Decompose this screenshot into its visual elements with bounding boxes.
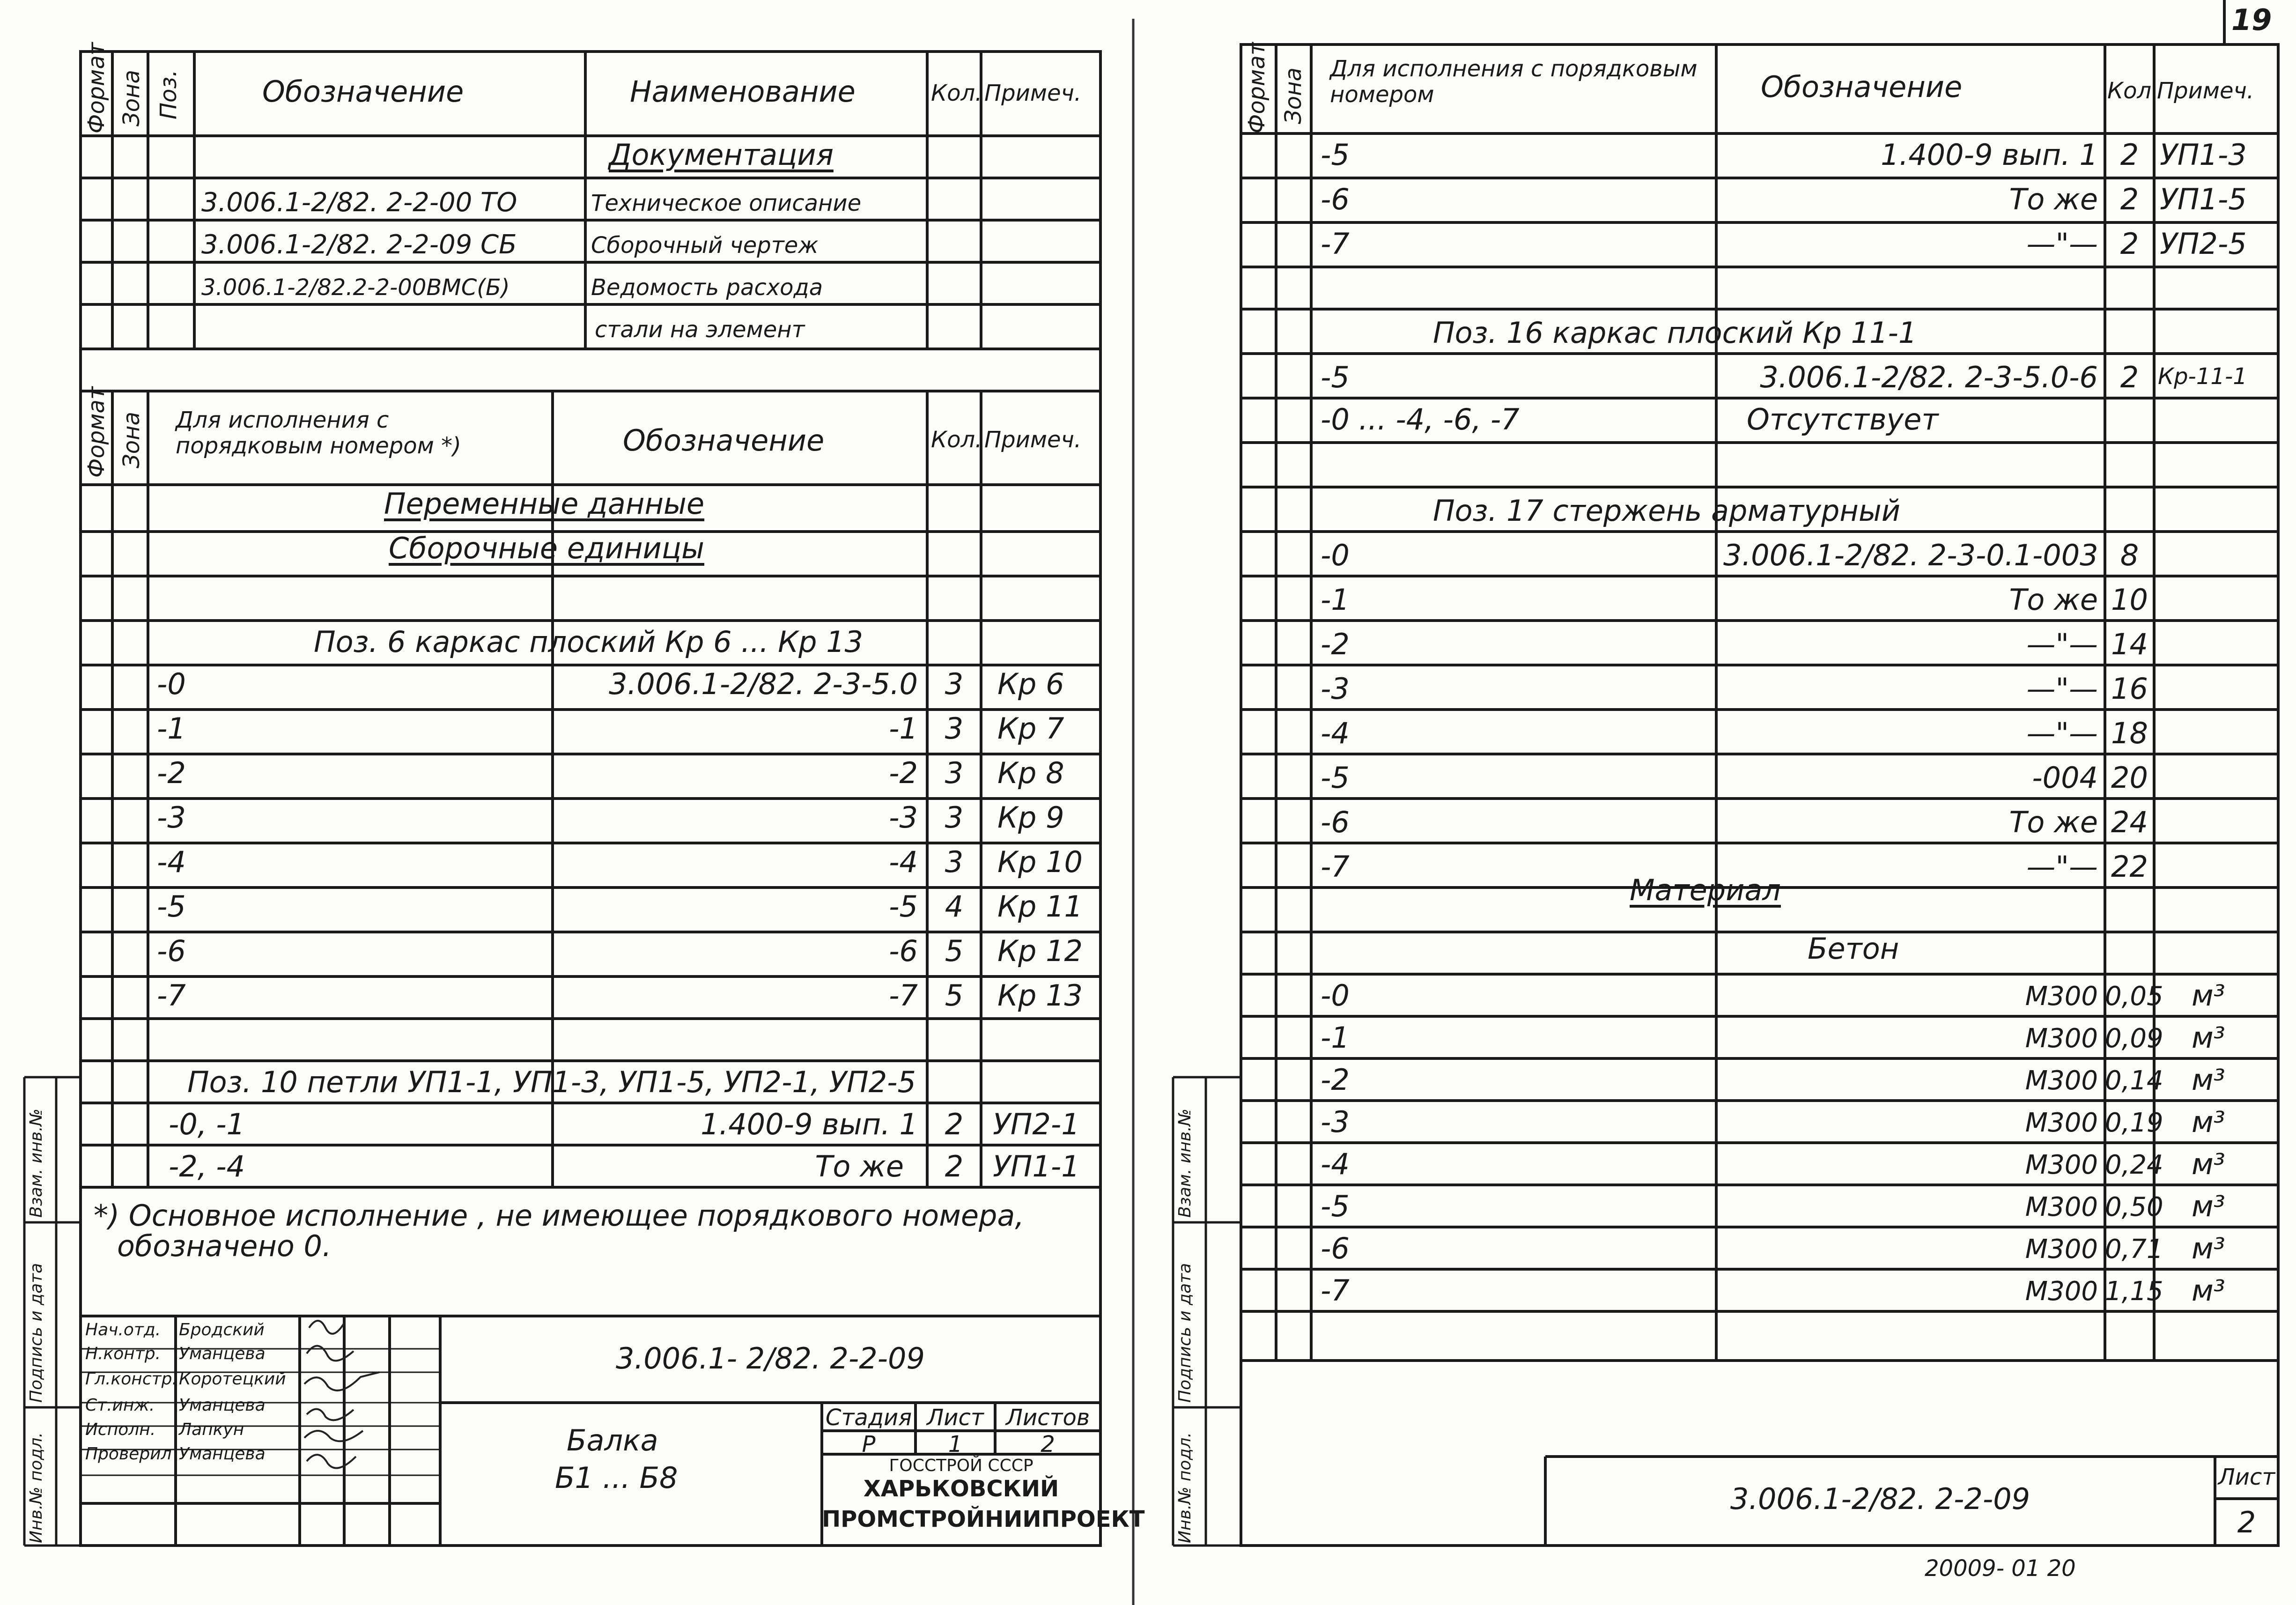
row-designation: -5 <box>889 889 918 924</box>
row-num: -7 <box>1321 1273 1350 1308</box>
concrete-title: Бетон <box>1808 932 1899 966</box>
header-designation: Обозначение <box>623 423 825 458</box>
row-note: Кр 8 <box>997 756 1064 790</box>
staff-role: Нач.отд. <box>85 1320 161 1339</box>
row-num: -4 <box>157 845 186 879</box>
row-note: Кр 6 <box>997 667 1064 701</box>
row-qty: 8 <box>2120 538 2139 572</box>
row-designation: -2 <box>889 756 918 790</box>
row-note: м³ <box>2192 1147 2225 1181</box>
footnote: обозначено 0. <box>117 1229 332 1263</box>
header-format: Формат <box>83 42 110 133</box>
row-qty: 3 <box>945 800 964 835</box>
stage-label: Стадия <box>825 1405 912 1431</box>
sheets-label: Листов <box>1005 1405 1090 1431</box>
staff-role: Исполн. <box>85 1420 156 1439</box>
row-num: -0, -1 <box>169 1107 245 1141</box>
row-note: Кр 7 <box>997 711 1064 746</box>
row-qty: 5 <box>945 978 964 1013</box>
row-qty: 4 <box>945 889 964 924</box>
pos6-title: Поз. 6 каркас плоский Кр 6 ... Кр 13 <box>314 625 864 659</box>
row-num: -1 <box>1321 583 1350 617</box>
row-num: -5 <box>157 889 186 924</box>
row-note: Кр 10 <box>997 845 1083 879</box>
staff-name: Бродский <box>179 1320 265 1339</box>
staff-role: Гл.констр. <box>85 1369 177 1389</box>
row-note: УП2-5 <box>2160 227 2247 261</box>
row-num: -5 <box>1321 138 1350 172</box>
doc-designation: 3.006.1-2/82. 2-2-09 СБ <box>201 229 517 260</box>
drawing-title: Балка <box>567 1423 658 1457</box>
row-qty: 24 <box>2111 805 2148 839</box>
row-num: -6 <box>1321 805 1350 839</box>
row-qty: 0,09 <box>2105 1023 2163 1054</box>
doc-name: Техническое описание <box>591 190 862 216</box>
row-qty: 0,14 <box>2105 1065 2163 1096</box>
row-qty: 20 <box>2111 761 2148 795</box>
row-num: -5 <box>1321 1189 1350 1223</box>
row-qty: 18 <box>2111 716 2148 750</box>
row-designation: 3.006.1-2/82. 2-3-0.1-003 <box>1723 538 2098 572</box>
stage-value: Р <box>862 1431 876 1457</box>
row-qty: 3 <box>945 845 964 879</box>
row-num: -0 <box>1321 538 1350 572</box>
row-num: -5 <box>1321 761 1350 795</box>
row-designation: М300 <box>2025 1065 2098 1096</box>
side-label: Взам. инв.№ <box>27 1109 46 1218</box>
row-qty: 3 <box>945 667 964 701</box>
row-designation: 1.400-9 вып. 1 <box>1881 138 2098 172</box>
row-num: -7 <box>1321 227 1350 261</box>
row-note: м³ <box>2192 1063 2225 1097</box>
row-designation: —"— <box>2026 850 2098 884</box>
row-qty: 2 <box>2120 227 2139 261</box>
staff-role: Проверил <box>85 1444 172 1464</box>
row-qty: 2 <box>2120 182 2139 216</box>
row-num: -5 <box>1321 360 1350 394</box>
header-format: Формат <box>1244 42 1270 133</box>
row-note: м³ <box>2192 1021 2225 1055</box>
row-designation: То же <box>2009 182 2098 216</box>
sheet-value: 1 <box>948 1431 963 1457</box>
row-num: -4 <box>1321 1147 1350 1181</box>
row-num: -2, -4 <box>169 1149 245 1183</box>
variable-data-title: Переменные данные <box>384 487 705 521</box>
row-designation: -004 <box>2032 761 2098 795</box>
row-designation: М300 <box>2025 1276 2098 1307</box>
row-qty: 2 <box>2120 360 2139 394</box>
row-num: -2 <box>1321 627 1350 661</box>
row-qty: 2 <box>945 1107 964 1141</box>
page-number: 19 <box>2231 3 2272 37</box>
row-note: Кр 12 <box>997 934 1083 968</box>
header-exec: Для исполнения с порядковым номером *) <box>176 407 461 459</box>
row-designation: 3.006.1-2/82. 2-3-5.0 <box>609 667 918 701</box>
row-designation: 1.400-9 вып. 1 <box>701 1107 918 1141</box>
doc-designation: 3.006.1-2/82. 2-2-00 ТО <box>201 187 517 218</box>
doc-section-title: Документация <box>609 138 834 172</box>
pos17-title: Поз. 17 стержень арматурный <box>1433 494 1901 528</box>
sheets-value: 2 <box>1041 1431 1055 1457</box>
row-designation: М300 <box>2025 1150 2098 1180</box>
row-designation: -4 <box>889 845 918 879</box>
header-zone: Зона <box>1280 67 1307 124</box>
staff-name: Уманцева <box>179 1396 266 1415</box>
staff-name: Уманцева <box>179 1444 266 1464</box>
row-designation: —"— <box>2026 716 2098 750</box>
sheet-value: 2 <box>2237 1505 2256 1539</box>
row-note: м³ <box>2192 1189 2225 1223</box>
header-designation: Обозначение <box>262 74 464 109</box>
row-note: УП2-1 <box>993 1107 1080 1141</box>
header-qty: Кол. <box>2107 78 2159 104</box>
row-note: УП1-1 <box>993 1149 1080 1183</box>
header-designation: Обозначение <box>1761 70 1963 104</box>
row-num: -6 <box>1321 1231 1350 1265</box>
row-note: Кр 13 <box>997 978 1083 1013</box>
side-label: Подпись и дата <box>27 1263 46 1403</box>
row-designation: —"— <box>2026 627 2098 661</box>
header-qty: Кол. <box>931 427 982 453</box>
doc-name: Сборочный чертеж <box>591 232 819 259</box>
header-note: Примеч. <box>2157 78 2254 104</box>
row-designation: —"— <box>2026 672 2098 706</box>
row-designation: То же <box>815 1149 904 1183</box>
row-designation: -6 <box>889 934 918 968</box>
footnote: *) Основное исполнение , не имеющее порядкового номера, <box>94 1198 1025 1233</box>
row-num: -7 <box>1321 850 1350 884</box>
doc-designation: 3.006.1-2/82.2-2-00ВМС(Б) <box>201 274 510 301</box>
row-qty: 14 <box>2111 627 2148 661</box>
row-qty: 0,05 <box>2105 981 2163 1012</box>
side-label: Инв.№ подл. <box>27 1432 46 1543</box>
row-designation: Отсутствует <box>1747 402 1939 436</box>
drawing-code: 3.006.1- 2/82. 2-2-09 <box>616 1341 925 1376</box>
row-num: -2 <box>1321 1063 1350 1097</box>
row-designation: М300 <box>2025 1108 2098 1138</box>
staff-role: Ст.инж. <box>85 1396 155 1415</box>
row-num: -7 <box>157 978 186 1013</box>
header-qty: Кол. <box>931 80 982 106</box>
header-format: Формат <box>83 386 110 478</box>
row-num: -0 <box>1321 978 1350 1013</box>
header-zone: Зона <box>118 70 145 126</box>
row-num: -3 <box>1321 1105 1350 1139</box>
row-qty: 3 <box>945 711 964 746</box>
row-num: -3 <box>1321 672 1350 706</box>
row-num: -3 <box>157 800 186 835</box>
header-pos: Поз. <box>155 69 182 119</box>
row-num: -0 <box>157 667 186 701</box>
row-num: -2 <box>157 756 186 790</box>
header-note: Примеч. <box>984 427 1082 453</box>
bottom-stamp: 20009- 01 20 <box>1925 1555 2076 1582</box>
side-label: Инв.№ подл. <box>1175 1432 1195 1543</box>
org-line-3: ПРОМСТРОЙНИИПРОЕКТ <box>822 1506 1145 1532</box>
staff-role: Н.контр. <box>85 1344 161 1363</box>
row-designation: То же <box>2009 805 2098 839</box>
row-qty: 22 <box>2111 850 2148 884</box>
sheet-label: Лист <box>927 1405 984 1431</box>
row-designation: М300 <box>2025 1023 2098 1054</box>
row-qty: 3 <box>945 756 964 790</box>
row-qty: 0,19 <box>2105 1108 2163 1138</box>
row-num: -6 <box>157 934 186 968</box>
staff-name: Коротецкий <box>179 1369 286 1389</box>
row-note: Кр-11-1 <box>2158 363 2247 390</box>
row-qty: 2 <box>2120 138 2139 172</box>
row-designation: То же <box>2009 583 2098 617</box>
row-designation: М300 <box>2025 1192 2098 1222</box>
row-note: м³ <box>2192 1231 2225 1265</box>
side-label: Подпись и дата <box>1175 1263 1195 1403</box>
sheet-label: Лист <box>2218 1464 2275 1490</box>
drawing-code: 3.006.1-2/82. 2-2-09 <box>1730 1482 2030 1516</box>
row-num: -6 <box>1321 182 1350 216</box>
header-exec: Для исполнения с порядковым номером <box>1330 56 1698 108</box>
row-num: -0 ... -4, -6, -7 <box>1321 402 1520 436</box>
staff-name: Уманцева <box>179 1344 266 1363</box>
row-qty: 5 <box>945 934 964 968</box>
row-note: м³ <box>2192 1273 2225 1308</box>
staff-name: Лапкун <box>179 1420 244 1439</box>
row-designation: М300 <box>2025 1234 2098 1265</box>
pos16-title: Поз. 16 каркас плоский Кр 11-1 <box>1433 316 1917 350</box>
row-qty: 10 <box>2111 583 2148 617</box>
row-note: Кр 9 <box>997 800 1064 835</box>
material-title: Материал <box>1630 873 1781 907</box>
doc-name: Ведомость расхода <box>591 274 823 301</box>
drawing-subtitle: Б1 ... Б8 <box>555 1461 678 1495</box>
org-line-1: ГОССТРОЙ СССР <box>889 1456 1034 1475</box>
row-designation: М300 <box>2025 981 2098 1012</box>
header-note: Примеч. <box>984 80 1082 106</box>
signature-scribbles <box>304 1321 379 1468</box>
row-designation: —"— <box>2026 227 2098 261</box>
side-label: Взам. инв.№ <box>1175 1109 1195 1218</box>
row-num: -1 <box>157 711 186 746</box>
row-qty: 0,71 <box>2105 1234 2163 1265</box>
assembly-units-title: Сборочные единицы <box>389 531 705 565</box>
row-qty: 0,50 <box>2105 1192 2163 1222</box>
row-note: Кр 11 <box>997 889 1083 924</box>
row-designation: 3.006.1-2/82. 2-3-5.0-6 <box>1760 360 2098 394</box>
row-qty: 0,24 <box>2105 1150 2163 1180</box>
doc-name: стали на элемент <box>595 317 805 343</box>
header-zone: Зона <box>118 412 145 468</box>
org-line-2: ХАРЬКОВСКИЙ <box>863 1476 1059 1502</box>
row-qty: 2 <box>945 1149 964 1183</box>
row-designation: -7 <box>889 978 918 1013</box>
row-designation: -1 <box>889 711 918 746</box>
row-num: -1 <box>1321 1021 1350 1055</box>
row-note: м³ <box>2192 1105 2225 1139</box>
row-note: УП1-5 <box>2160 182 2247 216</box>
row-qty: 1,15 <box>2105 1276 2163 1307</box>
pos10-title: Поз. 10 петли УП1-1, УП1-3, УП1-5, УП2-1, УП2-5 <box>187 1065 916 1099</box>
row-note: м³ <box>2192 978 2225 1013</box>
row-qty: 16 <box>2111 672 2148 706</box>
row-num: -4 <box>1321 716 1350 750</box>
header-name: Наименование <box>630 74 856 109</box>
row-note: УП1-3 <box>2160 138 2247 172</box>
row-designation: -3 <box>889 800 918 835</box>
